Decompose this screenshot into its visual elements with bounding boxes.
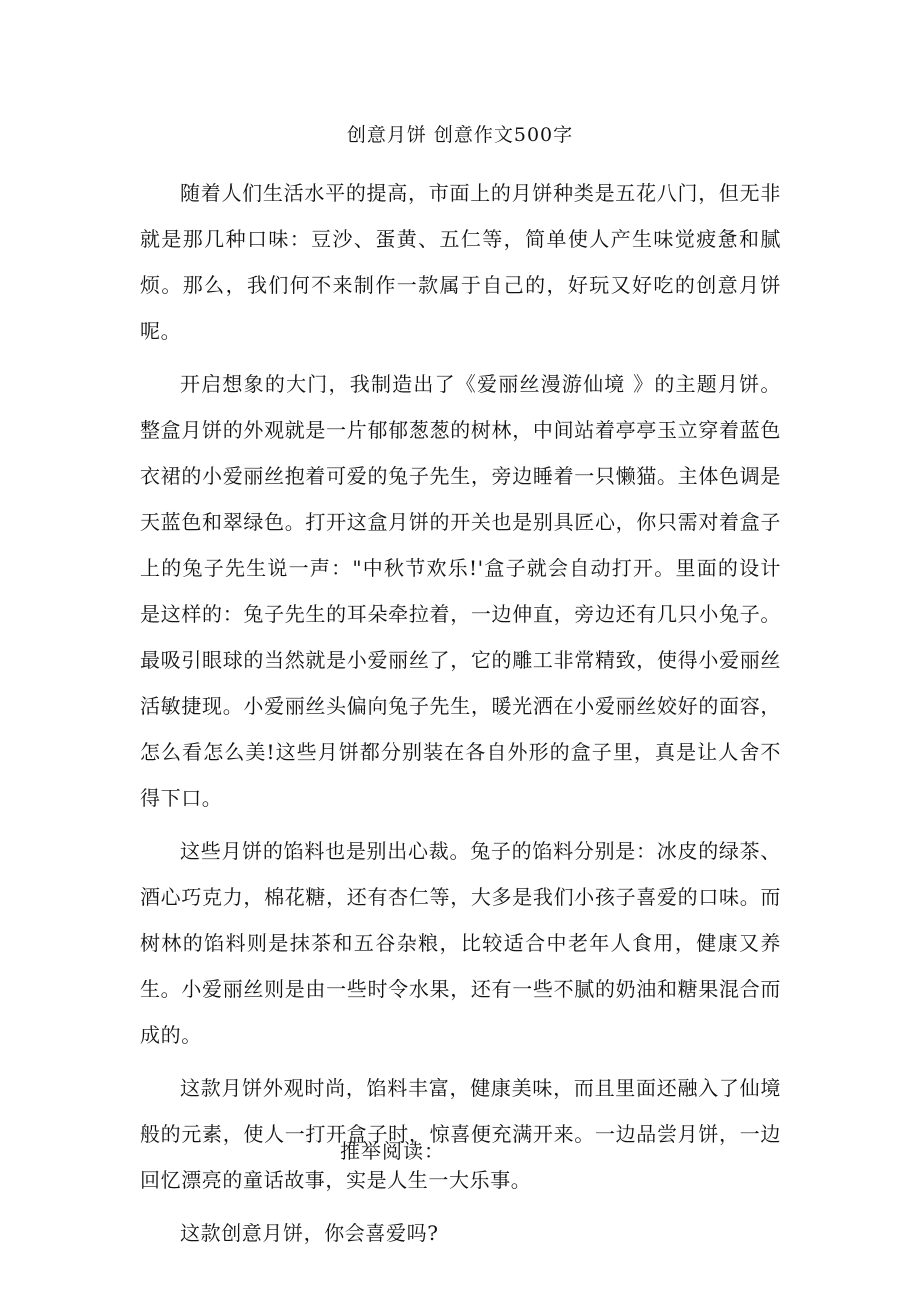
paragraph-2: 开启想象的大门，我制造出了《爱丽丝漫游仙境 》的主题月饼。整盒月饼的外观就是一片郁郁葱葱的树林，中间站着亭亭玉立穿着蓝色衣裙的小爱丽丝抱着可爱的兔子先生，旁边睡着一只懒猫。主体色调是天蓝色和翠绿色。打开这盒月饼的开关也是别具匠心，你只需对着盒子上的兔子先生说一声："中秋节欢乐!'盒子就会自动打开。里面的设计是这样的：兔子先生的耳朵牵拉着，一边伸直，旁边还有几只小兔子。最吸引眼球的当然就是小爱丽丝了，它的雕工非常精致，使得小爱丽丝活敏捷现。小爱丽丝头偏向兔子先生，暖光洒在小爱丽丝姣好的面容，怎么看怎么美!这些月饼都分别装在各自外形的盒子里，真是让人舍不得下口。 [140, 372, 781, 810]
recommend-reading-label: 推举阅读： [340, 1139, 445, 1163]
paragraph-1: 随着人们生活水平的提高，市面上的月饼种类是五花八门，但无非就是那几种口味：豆沙、蛋黄、五仁等，简单使人产生味觉疲惫和腻烦。那么，我们何不来制作一款属于自己的，好玩又好吃的创意月饼呢。 [140, 181, 781, 343]
document-body [140, 170, 781, 1263]
document-title: 创意月饼 创意作文500字 [346, 124, 574, 146]
paragraph-3: 这些月饼的馅料也是别出心裁。兔子的馅料分别是：冰皮的绿茶、酒心巧克力，棉花糖，还有杏仁等，大多是我们小孩子喜爱的口味。而树林的馅料则是抹茶和五谷杂粮，比较适合中老年人食用，健康又养生。小爱丽丝则是由一些时令水果，还有一些不腻的奶油和糖果混合而成的。 [140, 839, 781, 1047]
paragraph-5: 这款创意月饼，你会喜爱吗? [180, 1221, 439, 1245]
paragraph-4: 这款月饼外观时尚，馅料丰富，健康美味，而且里面还融入了仙境般的元素，使人一打开盒子时，惊喜便充满开来。一边品尝月饼，一边回忆漂亮的童话故事，实是人生一大乐事。 [140, 1076, 781, 1192]
